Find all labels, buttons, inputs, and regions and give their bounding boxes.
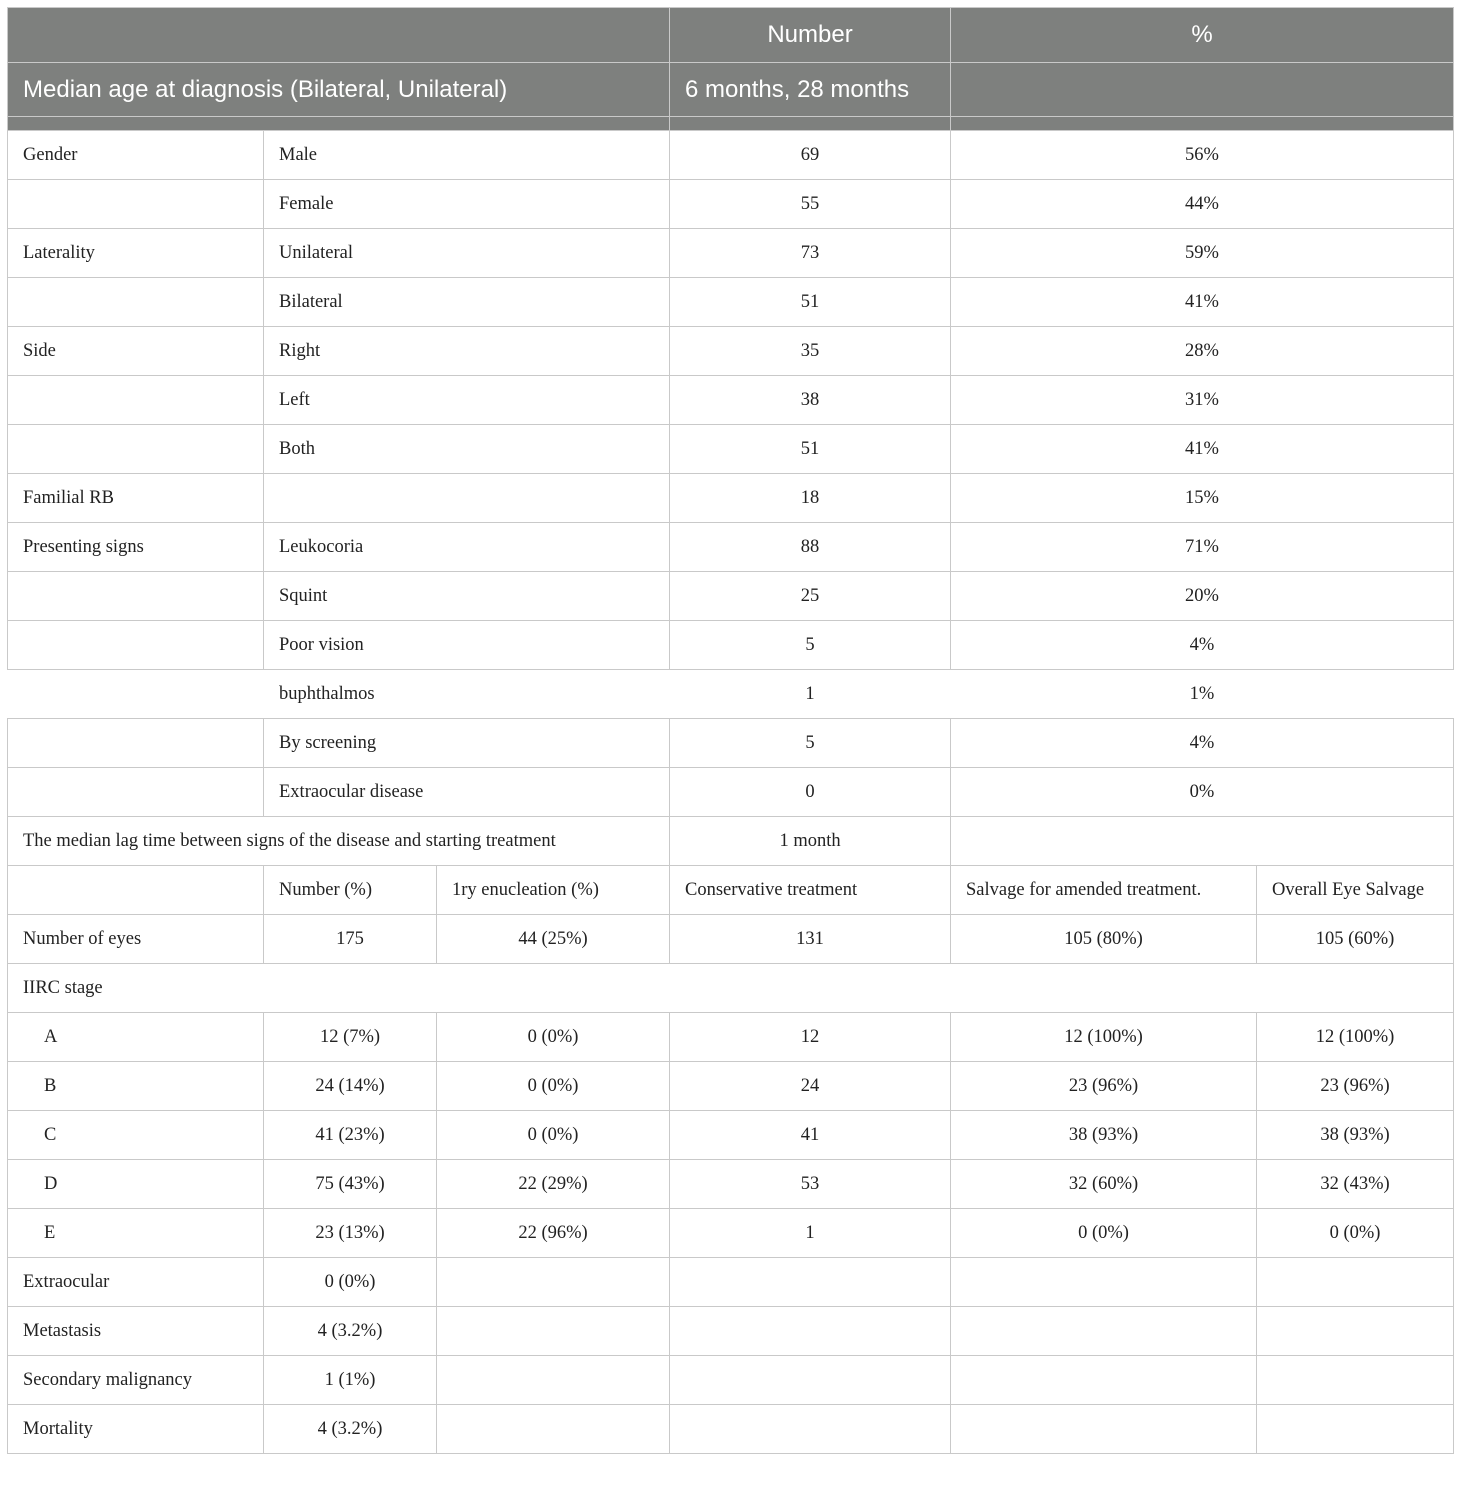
table-row [8,768,1454,817]
stage-conservative: 1 [670,1209,951,1258]
table-row [8,572,1454,621]
stage-enucleation: 0 (0%) [437,1013,670,1062]
percent-cell: 44% [951,180,1454,229]
table-row [8,278,1454,327]
eyes-total-row [8,915,1454,964]
empty-cell [437,1258,670,1307]
number-cell: 18 [670,474,951,523]
stage-cell: D [8,1160,264,1209]
stage-enucleation: 0 (0%) [437,1062,670,1111]
eyes-header-overall-salvage: Overall Eye Salvage [1257,866,1454,915]
empty-cell [951,817,1454,866]
table-row [8,131,1454,180]
eyes-total-enucleation: 44 (25%) [437,915,670,964]
category-cell [8,425,264,474]
eyes-header-row [8,866,1454,915]
iirc-stage-label: IIRC stage [8,964,1454,1013]
subcategory-cell: buphthalmos [264,670,670,719]
category-cell: Familial RB [8,474,264,523]
median-age-value: 6 months, 28 months [670,63,951,117]
eyes-header-salvage-amended: Salvage for amended treatment. [951,866,1257,915]
subcategory-cell: Both [264,425,670,474]
subcategory-cell: Leukocoria [264,523,670,572]
outcome-label: Mortality [8,1405,264,1454]
eyes-header-enucleation: 1ry enucleation (%) [437,866,670,915]
table-row [8,376,1454,425]
table-row [8,719,1454,768]
stage-cell: A [8,1013,264,1062]
outcome-label: Secondary malignancy [8,1356,264,1405]
percent-cell: 0% [951,768,1454,817]
empty-cell [670,1405,951,1454]
number-cell: 5 [670,719,951,768]
empty-cell [951,1356,1257,1405]
number-cell: 0 [670,768,951,817]
stage-conservative: 53 [670,1160,951,1209]
category-cell [8,768,264,817]
iirc-stage-row [8,1111,1454,1160]
subcategory-cell: Female [264,180,670,229]
empty-cell [437,1356,670,1405]
header-spacer [8,117,670,131]
eyes-header-conservative: Conservative treatment [670,866,951,915]
number-cell: 51 [670,425,951,474]
eyes-total-conservative: 131 [670,915,951,964]
eyes-total-overall-salvage: 105 (60%) [1257,915,1454,964]
category-cell: Side [8,327,264,376]
empty-cell [1257,1258,1454,1307]
percent-cell: 71% [951,523,1454,572]
category-cell [8,719,264,768]
median-age-percent [951,63,1454,117]
outcome-row [8,1405,1454,1454]
table-body [8,131,1454,1454]
table-row [8,523,1454,572]
percent-cell: 56% [951,131,1454,180]
header-spacer [951,117,1454,131]
empty-cell [1257,1307,1454,1356]
lag-time-label: The median lag time between signs of the disease and starting treatment [8,817,670,866]
table-row [8,327,1454,376]
number-cell: 88 [670,523,951,572]
outcome-row [8,1307,1454,1356]
category-cell: Gender [8,131,264,180]
number-cell: 1 [670,670,951,719]
outcome-value: 4 (3.2%) [264,1405,437,1454]
outcome-value: 4 (3.2%) [264,1307,437,1356]
stage-overall-salvage: 32 (43%) [1257,1160,1454,1209]
stage-cell: B [8,1062,264,1111]
stage-salvage-amended: 32 (60%) [951,1160,1257,1209]
subcategory-cell: Right [264,327,670,376]
number-cell: 73 [670,229,951,278]
stage-overall-salvage: 23 (96%) [1257,1062,1454,1111]
stage-number: 75 (43%) [264,1160,437,1209]
stage-salvage-amended: 23 (96%) [951,1062,1257,1111]
stage-overall-salvage: 0 (0%) [1257,1209,1454,1258]
subcategory-cell: Poor vision [264,621,670,670]
subcategory-cell: Unilateral [264,229,670,278]
percent-cell: 15% [951,474,1454,523]
category-cell: Presenting signs [8,523,264,572]
empty-cell [1257,1405,1454,1454]
outcome-value: 1 (1%) [264,1356,437,1405]
empty-cell [951,1258,1257,1307]
outcome-label: Extraocular [8,1258,264,1307]
number-cell: 25 [670,572,951,621]
subcategory-cell: Squint [264,572,670,621]
category-cell [8,180,264,229]
eyes-total-number: 175 [264,915,437,964]
table-row [8,425,1454,474]
lag-time-value: 1 month [670,817,951,866]
eyes-total-salvage-amended: 105 (80%) [951,915,1257,964]
category-cell: Laterality [8,229,264,278]
number-cell: 5 [670,621,951,670]
header-blank-cell [8,8,670,63]
iirc-stage-row [8,1160,1454,1209]
stage-cell: E [8,1209,264,1258]
eyes-header-number: Number (%) [264,866,437,915]
table-header [8,8,1454,131]
number-cell: 35 [670,327,951,376]
table-row [8,180,1454,229]
empty-cell [1257,1356,1454,1405]
empty-cell [951,1405,1257,1454]
table-row [8,229,1454,278]
percent-cell: 4% [951,719,1454,768]
empty-cell [670,1307,951,1356]
stage-conservative: 41 [670,1111,951,1160]
stage-enucleation: 22 (96%) [437,1209,670,1258]
stage-salvage-amended: 0 (0%) [951,1209,1257,1258]
empty-cell [437,1405,670,1454]
stage-overall-salvage: 12 (100%) [1257,1013,1454,1062]
empty-cell [437,1307,670,1356]
stage-number: 23 (13%) [264,1209,437,1258]
category-cell [8,572,264,621]
category-cell [8,670,264,719]
percent-cell: 31% [951,376,1454,425]
outcome-label: Metastasis [8,1307,264,1356]
iirc-label-row [8,964,1454,1013]
iirc-stage-row [8,1209,1454,1258]
stage-number: 12 (7%) [264,1013,437,1062]
subcategory-cell: Extraocular disease [264,768,670,817]
iirc-stage-row [8,1062,1454,1111]
table-row [8,670,1454,719]
number-cell: 38 [670,376,951,425]
stage-number: 41 (23%) [264,1111,437,1160]
empty-cell [670,1356,951,1405]
table-row [8,621,1454,670]
stage-conservative: 12 [670,1013,951,1062]
empty-cell [670,1258,951,1307]
category-cell [8,621,264,670]
iirc-stage-row [8,1013,1454,1062]
number-cell: 55 [670,180,951,229]
subcategory-cell: By screening [264,719,670,768]
eyes-header-blank [8,866,264,915]
percent-cell: 1% [951,670,1454,719]
subcategory-cell [264,474,670,523]
percent-cell: 41% [951,425,1454,474]
category-cell [8,278,264,327]
header-spacer [670,117,951,131]
subcategory-cell: Left [264,376,670,425]
lag-time-row [8,817,1454,866]
percent-cell: 28% [951,327,1454,376]
stage-conservative: 24 [670,1062,951,1111]
percent-cell: 41% [951,278,1454,327]
table-row [8,474,1454,523]
number-cell: 51 [670,278,951,327]
category-cell [8,376,264,425]
stage-cell: C [8,1111,264,1160]
retinoblastoma-table [7,7,1454,1454]
outcome-row [8,1356,1454,1405]
subcategory-cell: Bilateral [264,278,670,327]
stage-number: 24 (14%) [264,1062,437,1111]
percent-cell: 59% [951,229,1454,278]
median-age-label: Median age at diagnosis (Bilateral, Unilateral) [8,63,670,117]
header-number: Number [670,8,951,63]
stage-salvage-amended: 38 (93%) [951,1111,1257,1160]
subcategory-cell: Male [264,131,670,180]
percent-cell: 4% [951,621,1454,670]
stage-overall-salvage: 38 (93%) [1257,1111,1454,1160]
number-cell: 69 [670,131,951,180]
percent-cell: 20% [951,572,1454,621]
eyes-total-label: Number of eyes [8,915,264,964]
stage-enucleation: 0 (0%) [437,1111,670,1160]
empty-cell [951,1307,1257,1356]
stage-enucleation: 22 (29%) [437,1160,670,1209]
header-percent: % [951,8,1454,63]
outcome-value: 0 (0%) [264,1258,437,1307]
outcome-row [8,1258,1454,1307]
stage-salvage-amended: 12 (100%) [951,1013,1257,1062]
